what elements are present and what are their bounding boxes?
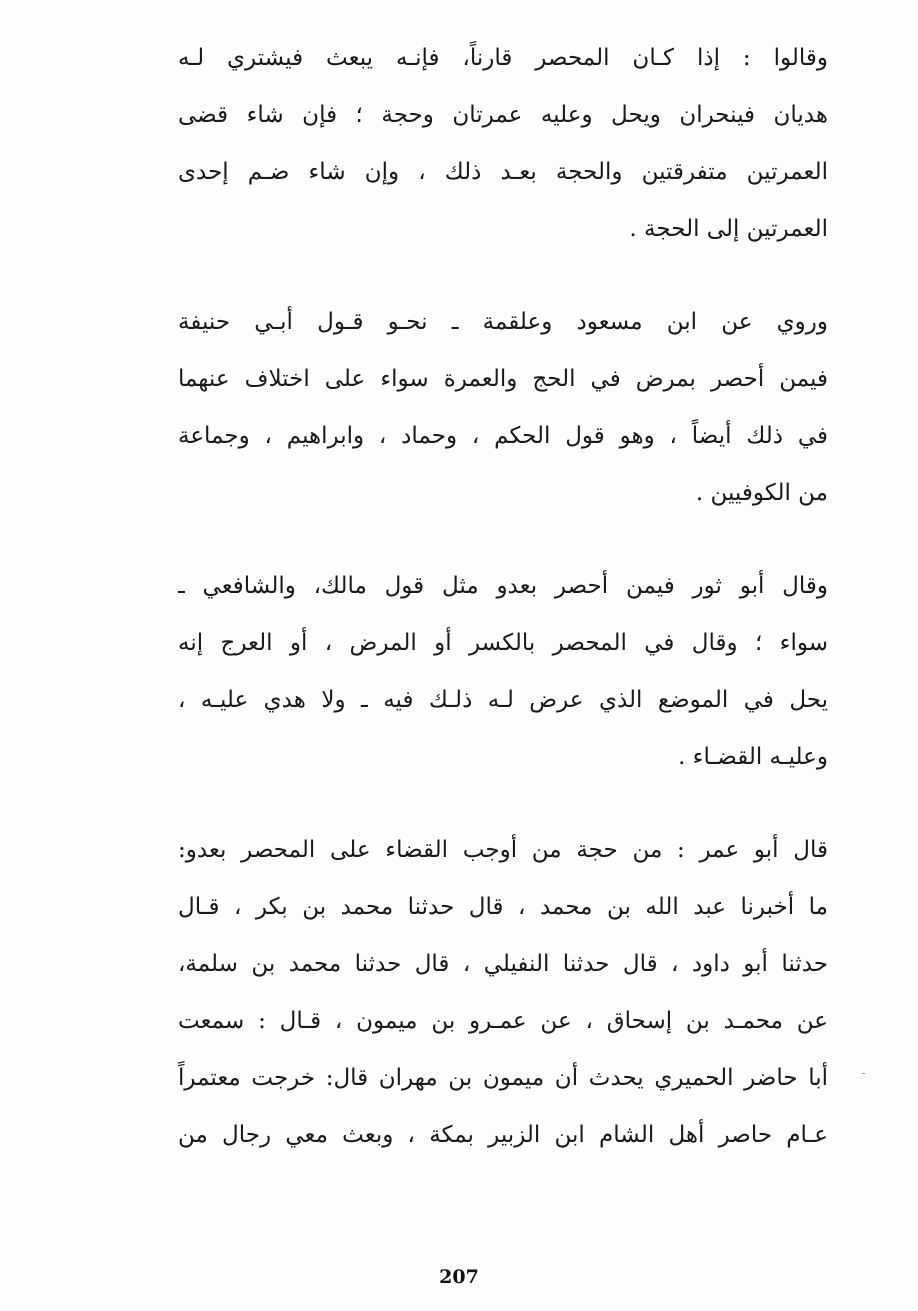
text-line: أبا حاضر الحميري يحدث أن ميمون بن مهران قال: خرجت معتمراً <box>178 1065 828 1091</box>
scan-speck <box>862 1073 865 1074</box>
text-line: قال أبو عمر : من حجة من أوجب القضاء على المحصر بعدو: <box>178 837 828 863</box>
paragraph-4 <box>178 822 828 1164</box>
text-line: العمرتين إلى الحجة . <box>629 216 828 242</box>
text-line: وروي عن ابن مسعود وعلقمة ـ نحـو قـول أبـي حنيفة <box>178 309 828 335</box>
text-line: وقالوا : إذا كـان المحصر قارناً، فإنـه يبعث فيشتري لـه <box>178 45 828 71</box>
paragraph-1 <box>178 30 828 258</box>
text-line: وعليـه القضـاء . <box>678 744 828 770</box>
text-line: وقال أبو ثور فيمن أحصر بعدو مثل قول مالك، والشافعي ـ <box>178 573 828 599</box>
text-line: يحل في الموضع الذي عرض لـه ذلـك فيه ـ ولا هدي عليـه ، <box>178 687 828 713</box>
paragraph-2 <box>178 294 828 522</box>
text-line: ما أخبرنا عبد الله بن محمد ، قال حدثنا محمد بن بكر ، قـال <box>178 894 828 920</box>
page-number: 207 <box>439 1266 479 1288</box>
text-line: في ذلك أيضاً ، وهو قول الحكم ، وحماد ، وابراهيم ، وجماعة <box>178 423 828 449</box>
text-line: هديان فينحران ويحل وعليه عمرتان وحجة ؛ فإن شاء قضى <box>178 102 828 128</box>
paragraph-gap <box>178 258 828 294</box>
text-line: حدثنا أبو داود ، قال حدثنا النفيلي ، قال حدثنا محمد بن سلمة، <box>178 951 828 977</box>
text-line: عـام حاصر أهل الشام ابن الزبير بمكة ، وبعث معي رجال من <box>178 1122 828 1148</box>
text-line: فيمن أحصر بمرض في الحج والعمرة سواء على اختلاف عنهما <box>178 366 828 392</box>
text-line: عن محمـد بن إسحاق ، عن عمـرو بن ميمون ، قـال : سمعت <box>178 1008 828 1034</box>
paragraph-gap <box>178 522 828 558</box>
text-line: العمرتين متفرقتين والحجة بعـد ذلك ، وإن شاء ضـم إحدى <box>178 159 828 185</box>
text-line: سواء ؛ وقال في المحصر بالكسر أو المرض ، أو العرج إنه <box>178 630 828 656</box>
body-text <box>178 30 828 1164</box>
paragraph-gap <box>178 786 828 822</box>
text-line: من الكوفيين . <box>695 480 828 506</box>
paragraph-3 <box>178 558 828 786</box>
